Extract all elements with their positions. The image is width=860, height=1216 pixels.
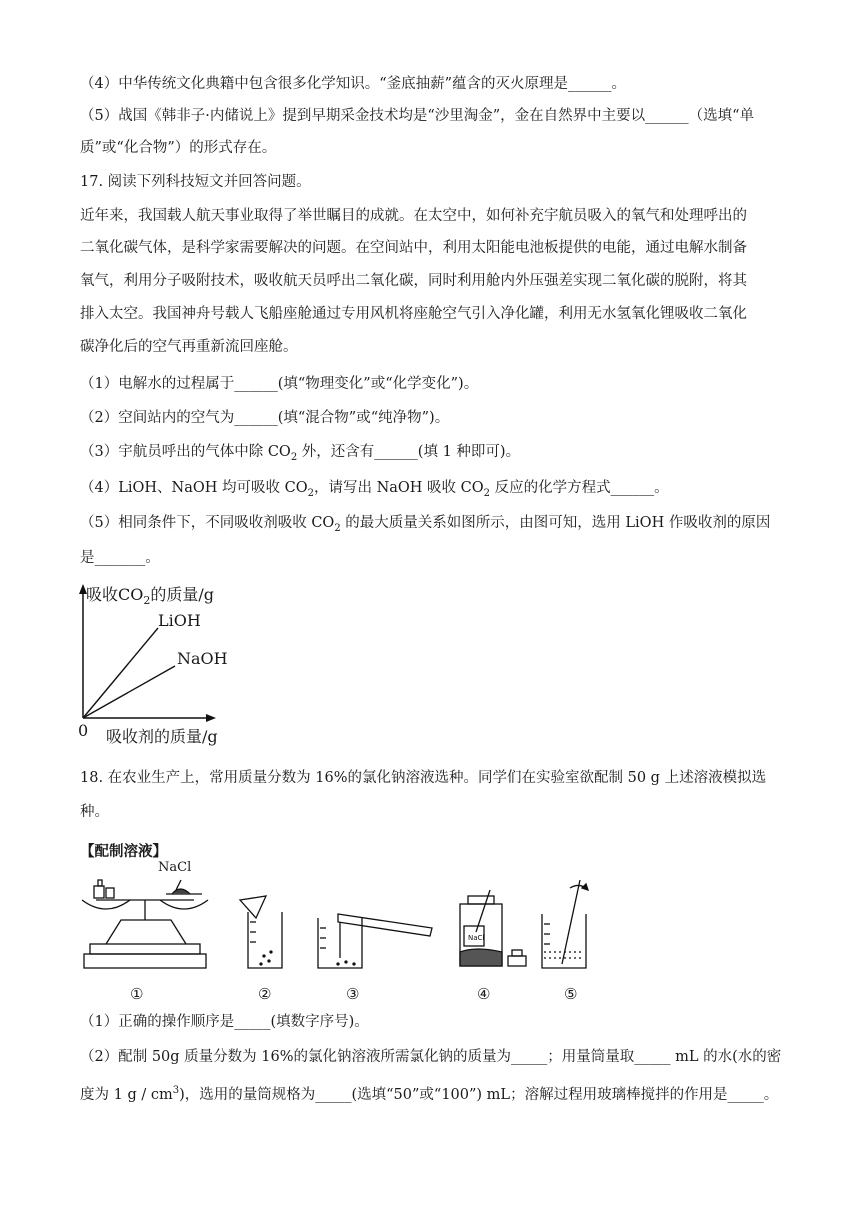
lab-procedure-figure <box>76 860 616 980</box>
x-axis-arrow <box>206 714 216 722</box>
q17-sub5-line2: 是_______。 <box>80 550 160 566</box>
q16-part5-line1: （5）战国《韩非子·内储说上》提到早期采金技术均是“沙里淘金”，金在自然界中主要以______（选填“单 <box>80 108 755 124</box>
q17-sub5-line1: （5）相同条件下，不同吸收剂吸收 $CO_2$ 的最大质量关系如图所示，由图可知，选用 LiOH 作吸收剂的原因 <box>80 515 771 534</box>
q17-paragraph-line: 碳净化后的空气再重新流回座舱。 <box>80 339 298 355</box>
step-number: ④ <box>477 985 491 1003</box>
step-number: ⑤ <box>564 985 578 1003</box>
q16-part4: （4）中华传统文化典籍中包含很多化学知识。“釜底抽薪”蕴含的灭火原理是______。 <box>80 76 627 92</box>
lioh-line <box>83 628 158 718</box>
q18-line1: 18. 在农业生产上，常用质量分数为 16%的氯化钠溶液选种。同学们在实验室欲配制 50 g 上述溶液模拟选 <box>80 770 767 786</box>
q18-line2: 种。 <box>80 804 109 820</box>
section-heading: 【配制溶液】 <box>80 843 167 860</box>
step-number: ① <box>130 985 144 1003</box>
q17-sub4: （4）LiOH、NaOH 均可吸收 $CO_2$，请写出 NaOH 吸收 $CO_2$ 反应的化学方程式______。 <box>80 480 669 499</box>
nacl-label: NaCl <box>158 860 192 875</box>
q17-sub3: （3）宇航员呼出的气体中除 $CO_2$ 外，还含有______(填 1 种即可)。 <box>80 444 521 463</box>
x-axis-label: 吸收剂的质量/g <box>106 727 218 746</box>
jar-label: NaCl <box>468 934 485 942</box>
q18-sub1: （1）正确的操作顺序是_____(填数字序号)。 <box>80 1014 369 1030</box>
balance-icon <box>82 880 208 968</box>
q18-sub2-line1: （2）配制 50g 质量分数为 16%的氯化钠溶液所需氯化钠的质量为_____；用量筒量取_____ mL 的水(水的密 <box>80 1049 782 1065</box>
q17-paragraph-line: 氧气，利用分子吸附技术，吸收航天员呼出二氧化碳，同时利用舱内外压强差实现二氧化碳的脱附，将其 <box>80 273 747 289</box>
q17-paragraph-line: 排入太空。我国神舟号载人飞船座舱通过专用风机将座舱空气引入净化罐，利用无水氢氧化锂吸收二氧化 <box>80 306 747 322</box>
naoh-label: NaOH <box>177 649 228 668</box>
q17-paragraph-line: 二氧化碳气体，是科学家需要解决的问题。在空间站中，利用太阳能电池板提供的电能，通过电解水制备 <box>80 240 747 256</box>
origin-label: 0 <box>78 721 89 740</box>
q17-paragraph-line: 近年来，我国载人航天事业取得了举世瞩目的成就。在太空中，如何补充宇航员吸入的氧气和处理呼出的 <box>80 208 747 224</box>
naoh-line <box>83 666 175 718</box>
q18-sub2-line2: 度为 1 g / $cm^3$)，选用的量筒规格为_____(选填“50”或“100”) mL；溶解过程用玻璃棒搅拌的作用是_____。 <box>80 1085 779 1103</box>
q17-title: 17. 阅读下列科技短文并回答问题。 <box>80 174 311 190</box>
q16-part5-line2: 质”或“化合物”）的形式存在。 <box>80 140 277 156</box>
q17-sub2: （2）空间站内的空气为______(填“混合物”或“纯净物”)。 <box>80 410 450 426</box>
beaker-pour-water-icon <box>318 914 432 968</box>
beaker-pour-solid-icon <box>240 896 282 968</box>
step-number: ② <box>258 985 272 1003</box>
step-number: ③ <box>346 985 360 1003</box>
reagent-bottle-icon <box>460 890 526 966</box>
y-axis-label: 吸收$CO_2$的质量/g <box>86 585 215 608</box>
q17-sub1: （1）电解水的过程属于______(填“物理变化”或“化学变化”)。 <box>80 376 479 392</box>
lioh-label: LiOH <box>158 611 201 630</box>
beaker-stirring-icon <box>542 880 588 968</box>
